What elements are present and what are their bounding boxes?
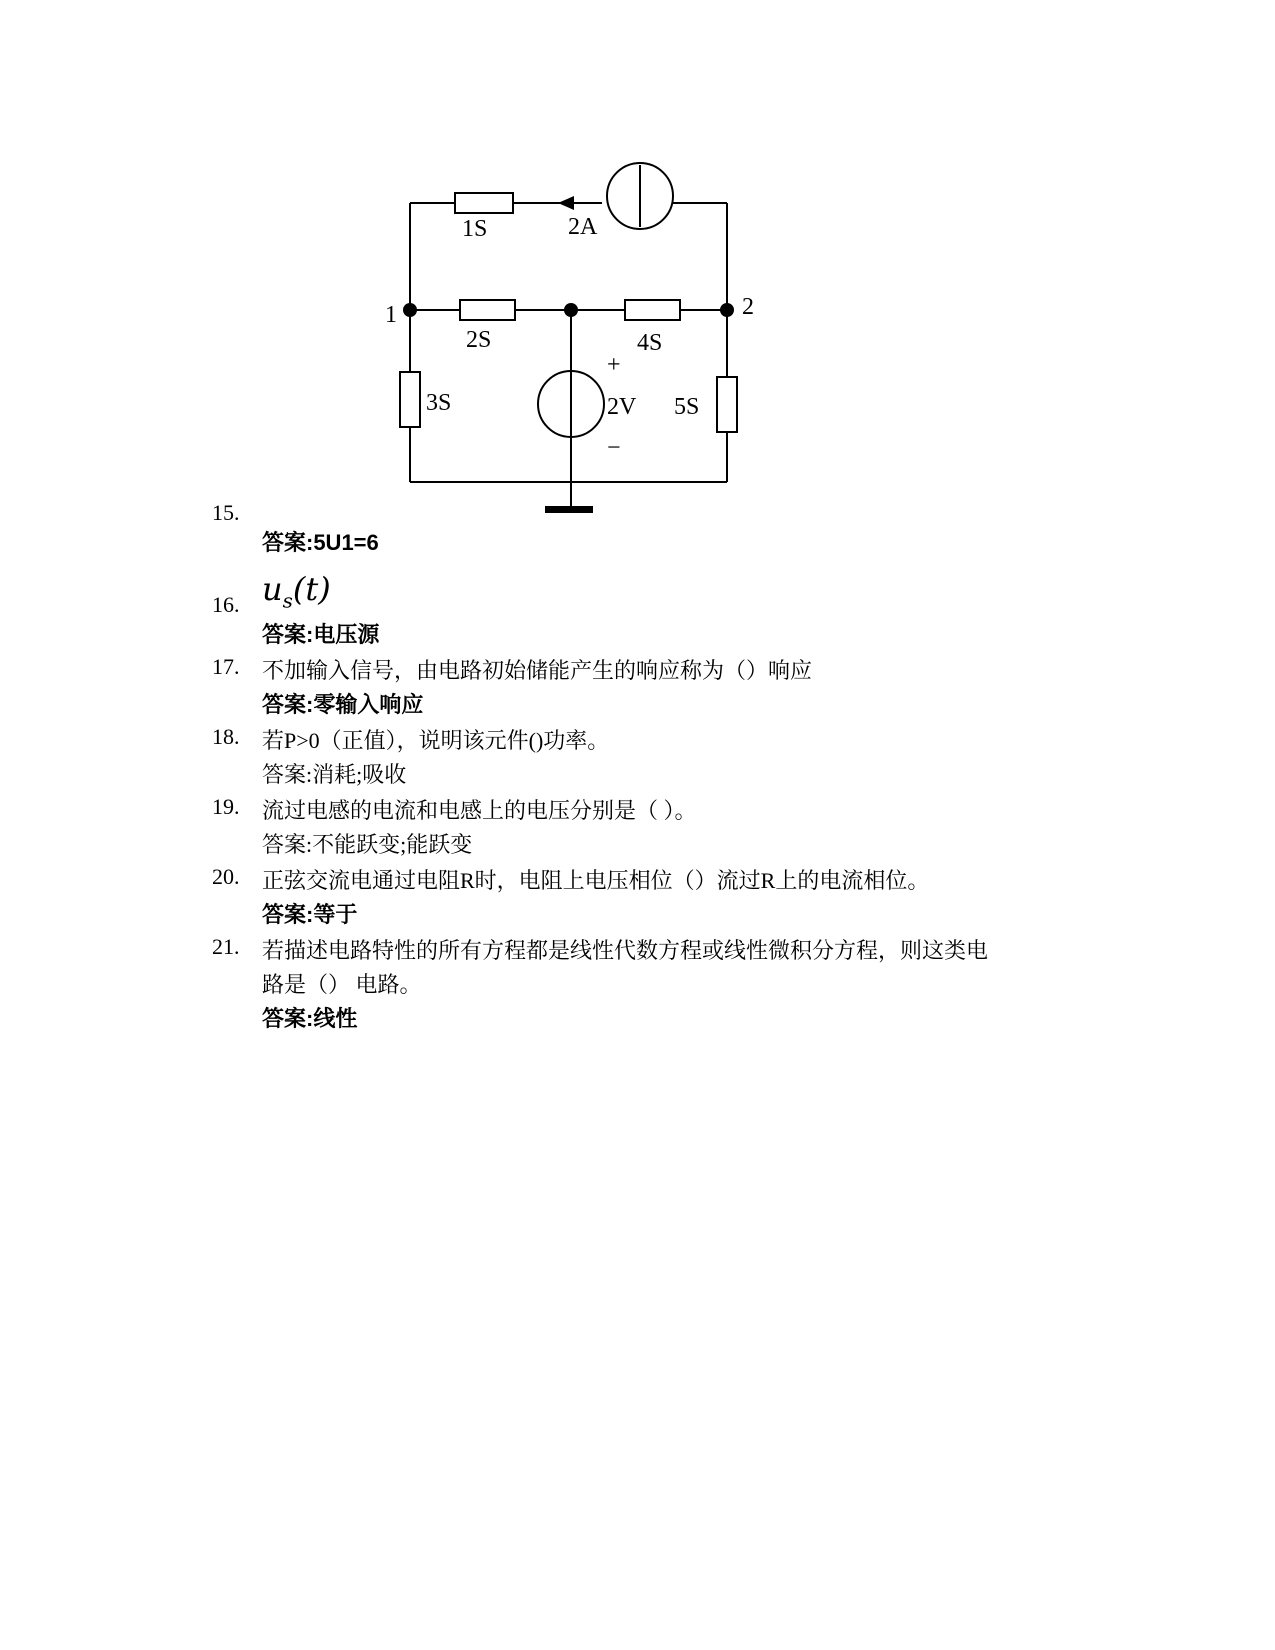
label-2a: 2A: [568, 214, 598, 240]
node-2-dot: [720, 303, 734, 317]
question-15-answer: 答案:5U1=6: [262, 530, 379, 555]
formula-us-t: $u_s(t)$: [262, 570, 331, 613]
question-17-text: 不加输入信号，由电路初始储能产生的响应称为（）响应: [262, 658, 813, 683]
label-minus: −: [607, 435, 621, 461]
question-16-answer: 答案:电压源: [262, 622, 380, 647]
label-3s: 3S: [426, 390, 452, 416]
question-19-answer: 答案:不能跃变;能跃变: [262, 832, 473, 857]
label-2s: 2S: [466, 327, 492, 353]
question-17-number: 17.: [212, 654, 240, 679]
question-18-number: 18.: [212, 724, 240, 749]
question-17-answer: 答案:零输入响应: [262, 692, 424, 717]
question-18-text: 若P>0（正值），说明该元件()功率。: [262, 728, 610, 753]
question-18-answer: 答案:消耗;吸收: [262, 762, 407, 787]
ground-icon: [545, 506, 593, 513]
question-21-text-line1: 若描述电路特性的所有方程都是线性代数方程或线性微积分方程，则这类电: [262, 938, 989, 963]
label-plus: +: [607, 352, 621, 378]
resistor-1s: [455, 193, 513, 213]
resistor-5s: [717, 377, 737, 432]
label-5s: 5S: [674, 394, 700, 420]
question-20-number: 20.: [212, 864, 240, 889]
question-21-number: 21.: [212, 934, 240, 959]
label-2v: 2V: [607, 394, 637, 420]
circuit-diagram: [350, 150, 770, 520]
question-19-text: 流过电感的电流和电感上的电压分别是（ ）。: [262, 798, 697, 823]
label-node-1: 1: [385, 302, 397, 328]
label-1s: 1S: [462, 216, 488, 242]
question-19-number: 19.: [212, 794, 240, 819]
label-4s: 4S: [637, 330, 663, 356]
question-21-answer: 答案:线性: [262, 1006, 358, 1031]
resistor-2s: [460, 300, 515, 320]
resistor-3s: [400, 372, 420, 427]
question-21-text-line2: 路是（） 电路。: [262, 972, 422, 997]
label-node-2: 2: [742, 294, 754, 320]
question-20-text: 正弦交流电通过电阻R时，电阻上电压相位（）流过R上的电流相位。: [262, 868, 930, 893]
arrow-icon: [558, 196, 574, 210]
node-center-dot: [564, 303, 578, 317]
question-16-number: 16.: [212, 592, 240, 617]
node-1-dot: [403, 303, 417, 317]
resistor-4s: [625, 300, 680, 320]
question-20-answer: 答案:等于: [262, 902, 358, 927]
question-15-number: 15.: [212, 500, 240, 525]
